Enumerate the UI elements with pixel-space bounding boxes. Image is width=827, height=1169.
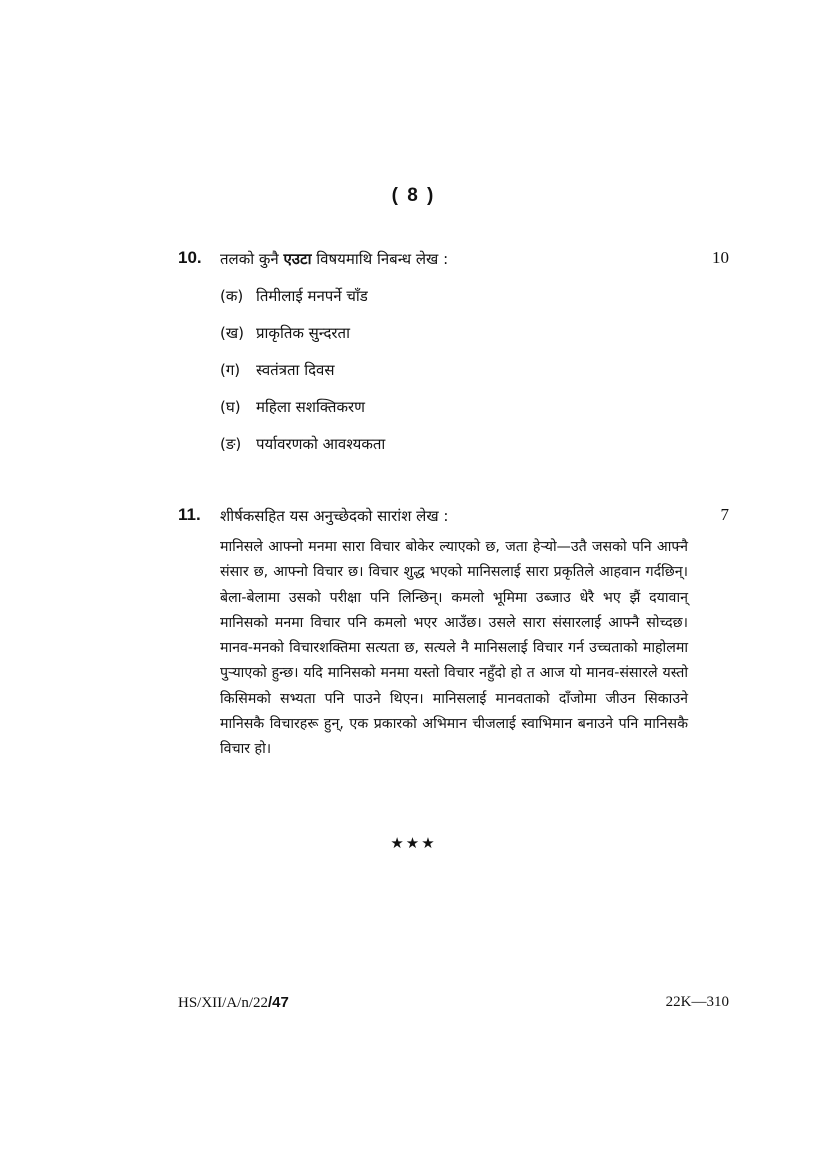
- option-gha: [220, 397, 365, 417]
- option-text: प्राकृतिक सुन्दरता: [256, 324, 350, 342]
- passage: मानिसले आफ्नो मनमा सारा विचार बोकेर ल्याएको छ, जता हेर्‍यो—उतै जसको पनि आफ्नै संसार छ, आफ्नो विचार छ। विचार शुद्ध भएको मानिसलाई सारा प्रकृतिले आहवान गर्दछिन्। बेला-बेलामा उसको परीक्षा पनि लिन्छिन्। कमलो भूमिमा उब्जाउ धेरै भए झैं दयावान् मानिसको मनमा विचार पनि कमलो भएर आउँछ। उसले सारा संसारलाई आफ्नै सोच्दछ। मानव-मनको विचारशक्तिमा सत्यता छ, सत्यले नै मानिसलाई विचार गर्न उच्चताको माहोलमा पुर्‍याएको हुन्छ। यदि मानिसको मनमा यस्तो विचार नहुँदो हो त आज यो मानव-संसारले यस्तो किसिमको सभ्यता पनि पाउने थिएन। मानिसलाई मानवताको दाँजोमा जीउन सिकाउने मानिसकै विचारहरू हुन्, एक प्रकारको अभिमान चीजलाई स्वाभिमान बनाउने पनि मानिसकै विचार हो।: [220, 539, 688, 758]
- question-10-text: [220, 249, 448, 269]
- question-10-number: 10.: [178, 248, 202, 267]
- option-ka: [220, 286, 368, 306]
- question-11-number: 11.: [178, 505, 201, 524]
- option-label: (ङ): [220, 435, 242, 453]
- footer-code: [178, 994, 289, 1012]
- question-10-prefix: तलको कुनै: [220, 250, 284, 268]
- option-label: (ग): [220, 361, 241, 379]
- option-ga: [220, 360, 335, 380]
- question-10-suffix: विषयमाथि निबन्ध लेख :: [311, 250, 449, 268]
- option-label: (घ): [220, 398, 241, 416]
- option-text: स्वतंत्रता दिवस: [256, 361, 335, 379]
- option-label: (क): [220, 287, 244, 305]
- option-label: (ख): [220, 324, 244, 342]
- option-text: महिला सशक्तिकरण: [256, 398, 365, 416]
- option-nga: [220, 434, 385, 454]
- footer-code-suffix: /47: [268, 994, 289, 1011]
- question-10-marks: 10: [712, 248, 729, 267]
- option-text: पर्यावरणको आवश्यकता: [256, 435, 386, 453]
- question-11-marks: 7: [720, 505, 729, 524]
- footer-ref: 22K—310: [665, 994, 729, 1010]
- question-10-bold: एउटा: [283, 250, 312, 268]
- option-text: तिमीलाई मनपर्ने चाँड: [256, 287, 368, 305]
- page-number: ( 8 ): [391, 185, 436, 206]
- option-kha: [220, 323, 350, 343]
- question-11-text: शीर्षकसहित यस अनुच्छेदको सारांश लेख :: [220, 507, 449, 525]
- end-divider: ★★★: [390, 834, 437, 852]
- footer-code-text: HS/XII/A/n/22: [178, 995, 268, 1011]
